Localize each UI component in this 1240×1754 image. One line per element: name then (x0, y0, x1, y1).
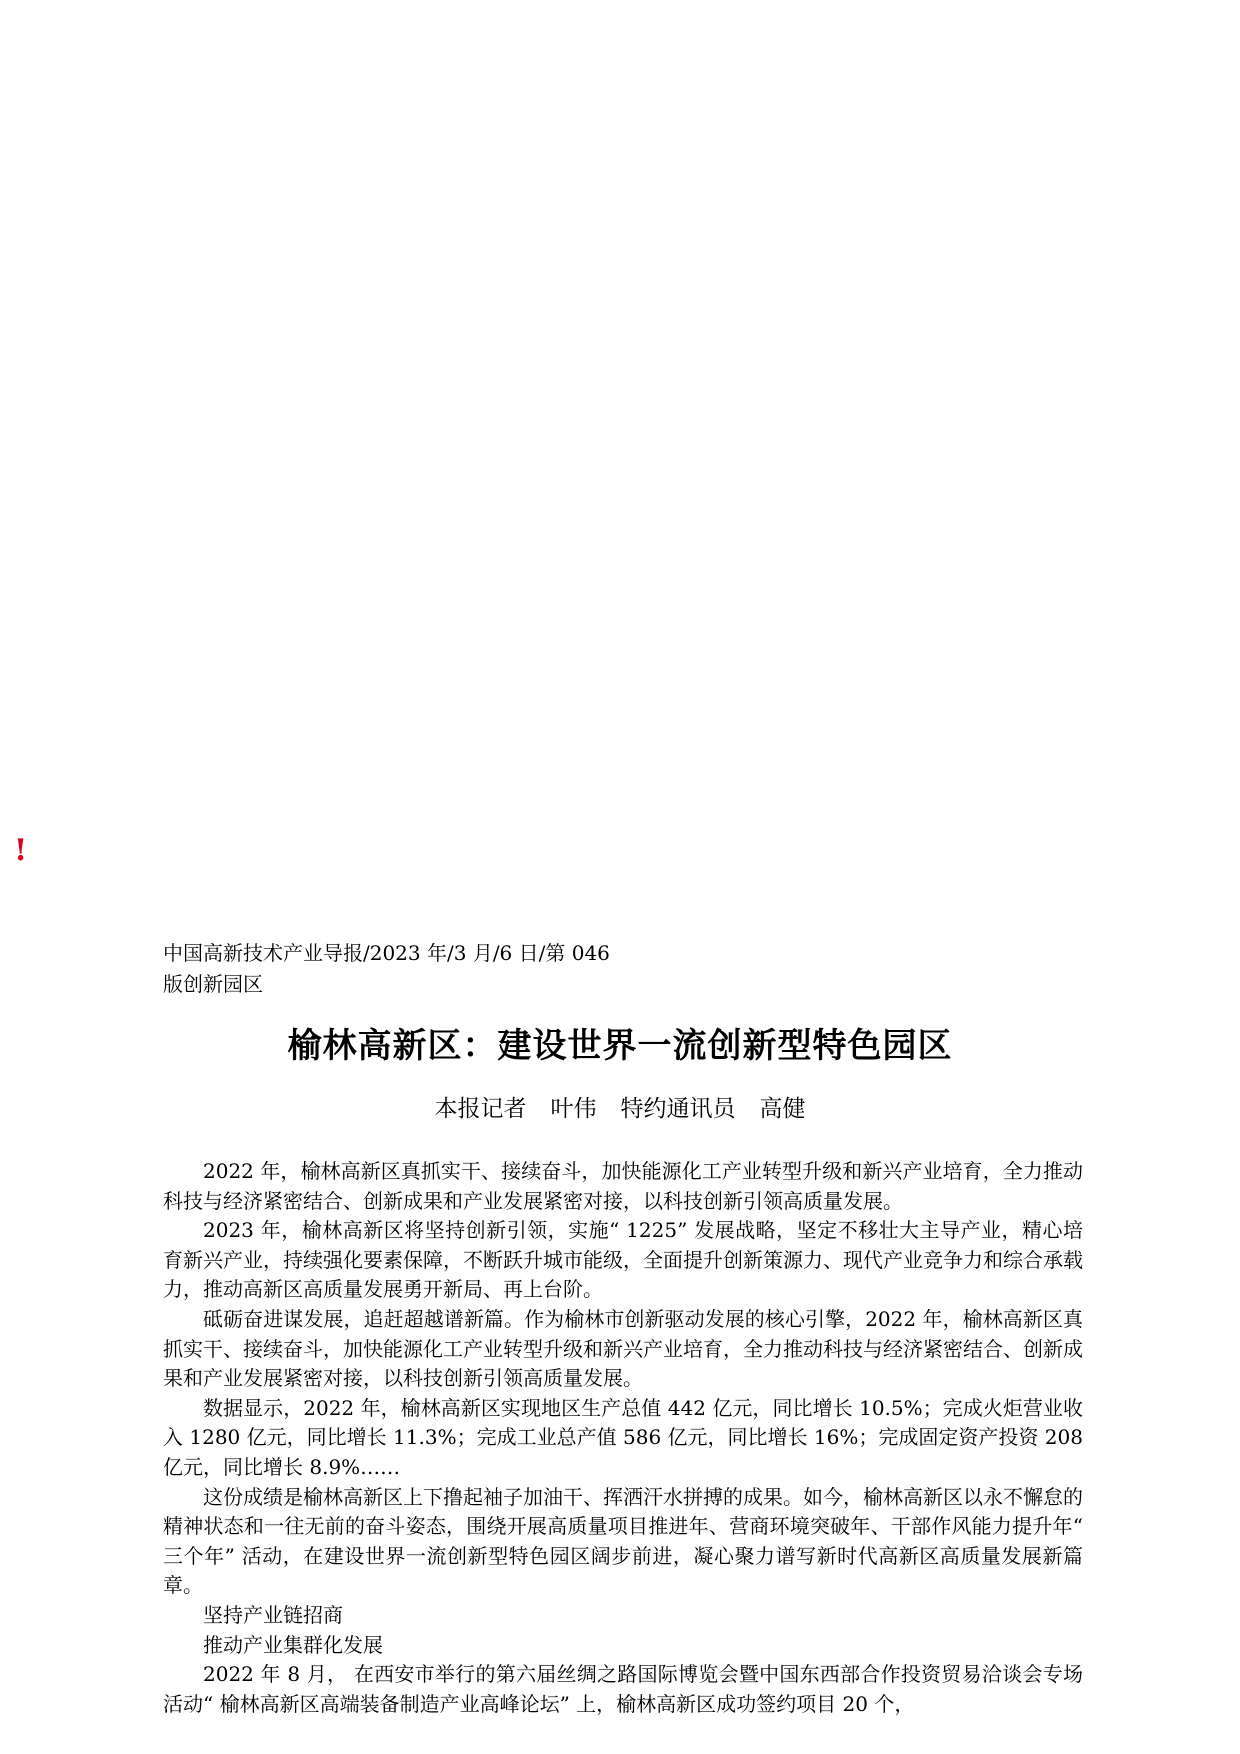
source-line-2: 版创新园区 (163, 972, 263, 996)
byline (0, 1092, 1240, 1126)
paragraph: 2023 年，榆林高新区将坚持创新引领，实施“ 1225” 发展战略，坚定不移壮大主导产业，精心培育新兴产业，持续强化要素保障，不断跃升城市能级，全面提升创新策源力、现代产业竞争力和综合承载力，推动高新区高质量发展勇开新局、再上台阶。 (163, 1218, 1083, 1302)
source-citation (163, 938, 863, 1000)
reporter-role: 本报记者 (434, 1096, 527, 1122)
section-heading-line-2: 推动产业集群化发展 (203, 1632, 383, 1657)
paragraph: 2022 年，榆林高新区真抓实干、接续奋斗，加快能源化工产业转型升级和新兴产业培育，全力推动科技与经济紧密结合、创新成果和产业发展紧密对接，以科技创新引领高质量发展。 (163, 1159, 1083, 1213)
article-title: 榆林高新区：建设世界一流创新型特色园区 (287, 1026, 953, 1066)
correspondent-name: 高健 (759, 1096, 806, 1122)
correspondent-role: 特约通讯员 (620, 1096, 736, 1122)
section-heading-line-1: 坚持产业链招商 (203, 1602, 343, 1627)
reporter-name: 叶伟 (550, 1096, 597, 1122)
paragraph: 2022 年 8 月， 在西安市举行的第六届丝绸之路国际博览会暨中国东西部合作投资贸易洽谈会专场活动“ 榆林高新区高端装备制造产业高峰论坛” 上，榆林高新区成功签约项目 20 个， (163, 1662, 1083, 1716)
source-line-1: 中国高新技术产业导报/2023 年/3 月/6 日/第 046 (163, 941, 610, 965)
exclamation-mark: ! (14, 833, 28, 868)
article-body (163, 1157, 1083, 1719)
paragraph: 砥砺奋进谋发展，追赶超越谱新篇。作为榆林市创新驱动发展的核心引擎，2022 年，榆林高新区真抓实干、接续奋斗，加快能源化工产业转型升级和新兴产业培育，全力推动科技与经济紧密结合、创新成果和产业发展紧密对接，以科技创新引领高质量发展。 (163, 1306, 1083, 1391)
paragraph: 数据显示，2022 年，榆林高新区实现地区生产总值 442 亿元，同比增长 10.5%；完成火炬营业收入 1280 亿元，同比增长 11.3%；完成工业总产值 586 亿元，同比增长 16%；完成固定资产投资 208 亿元，同比增长 8.9%…… (163, 1395, 1083, 1479)
paragraph: 这份成绩是榆林高新区上下撸起袖子加油干、挥洒汗水拼搏的成果。如今，榆林高新区以永不懈怠的精神状态和一往无前的奋斗姿态，围绕开展高质量项目推进年、营商环境突破年、干部作风能力提升年“ 三个年” 活动，在建设世界一流创新型特色园区阔步前进，凝心聚力谱写新时代高新区高质量发展新篇章。 (163, 1484, 1083, 1598)
